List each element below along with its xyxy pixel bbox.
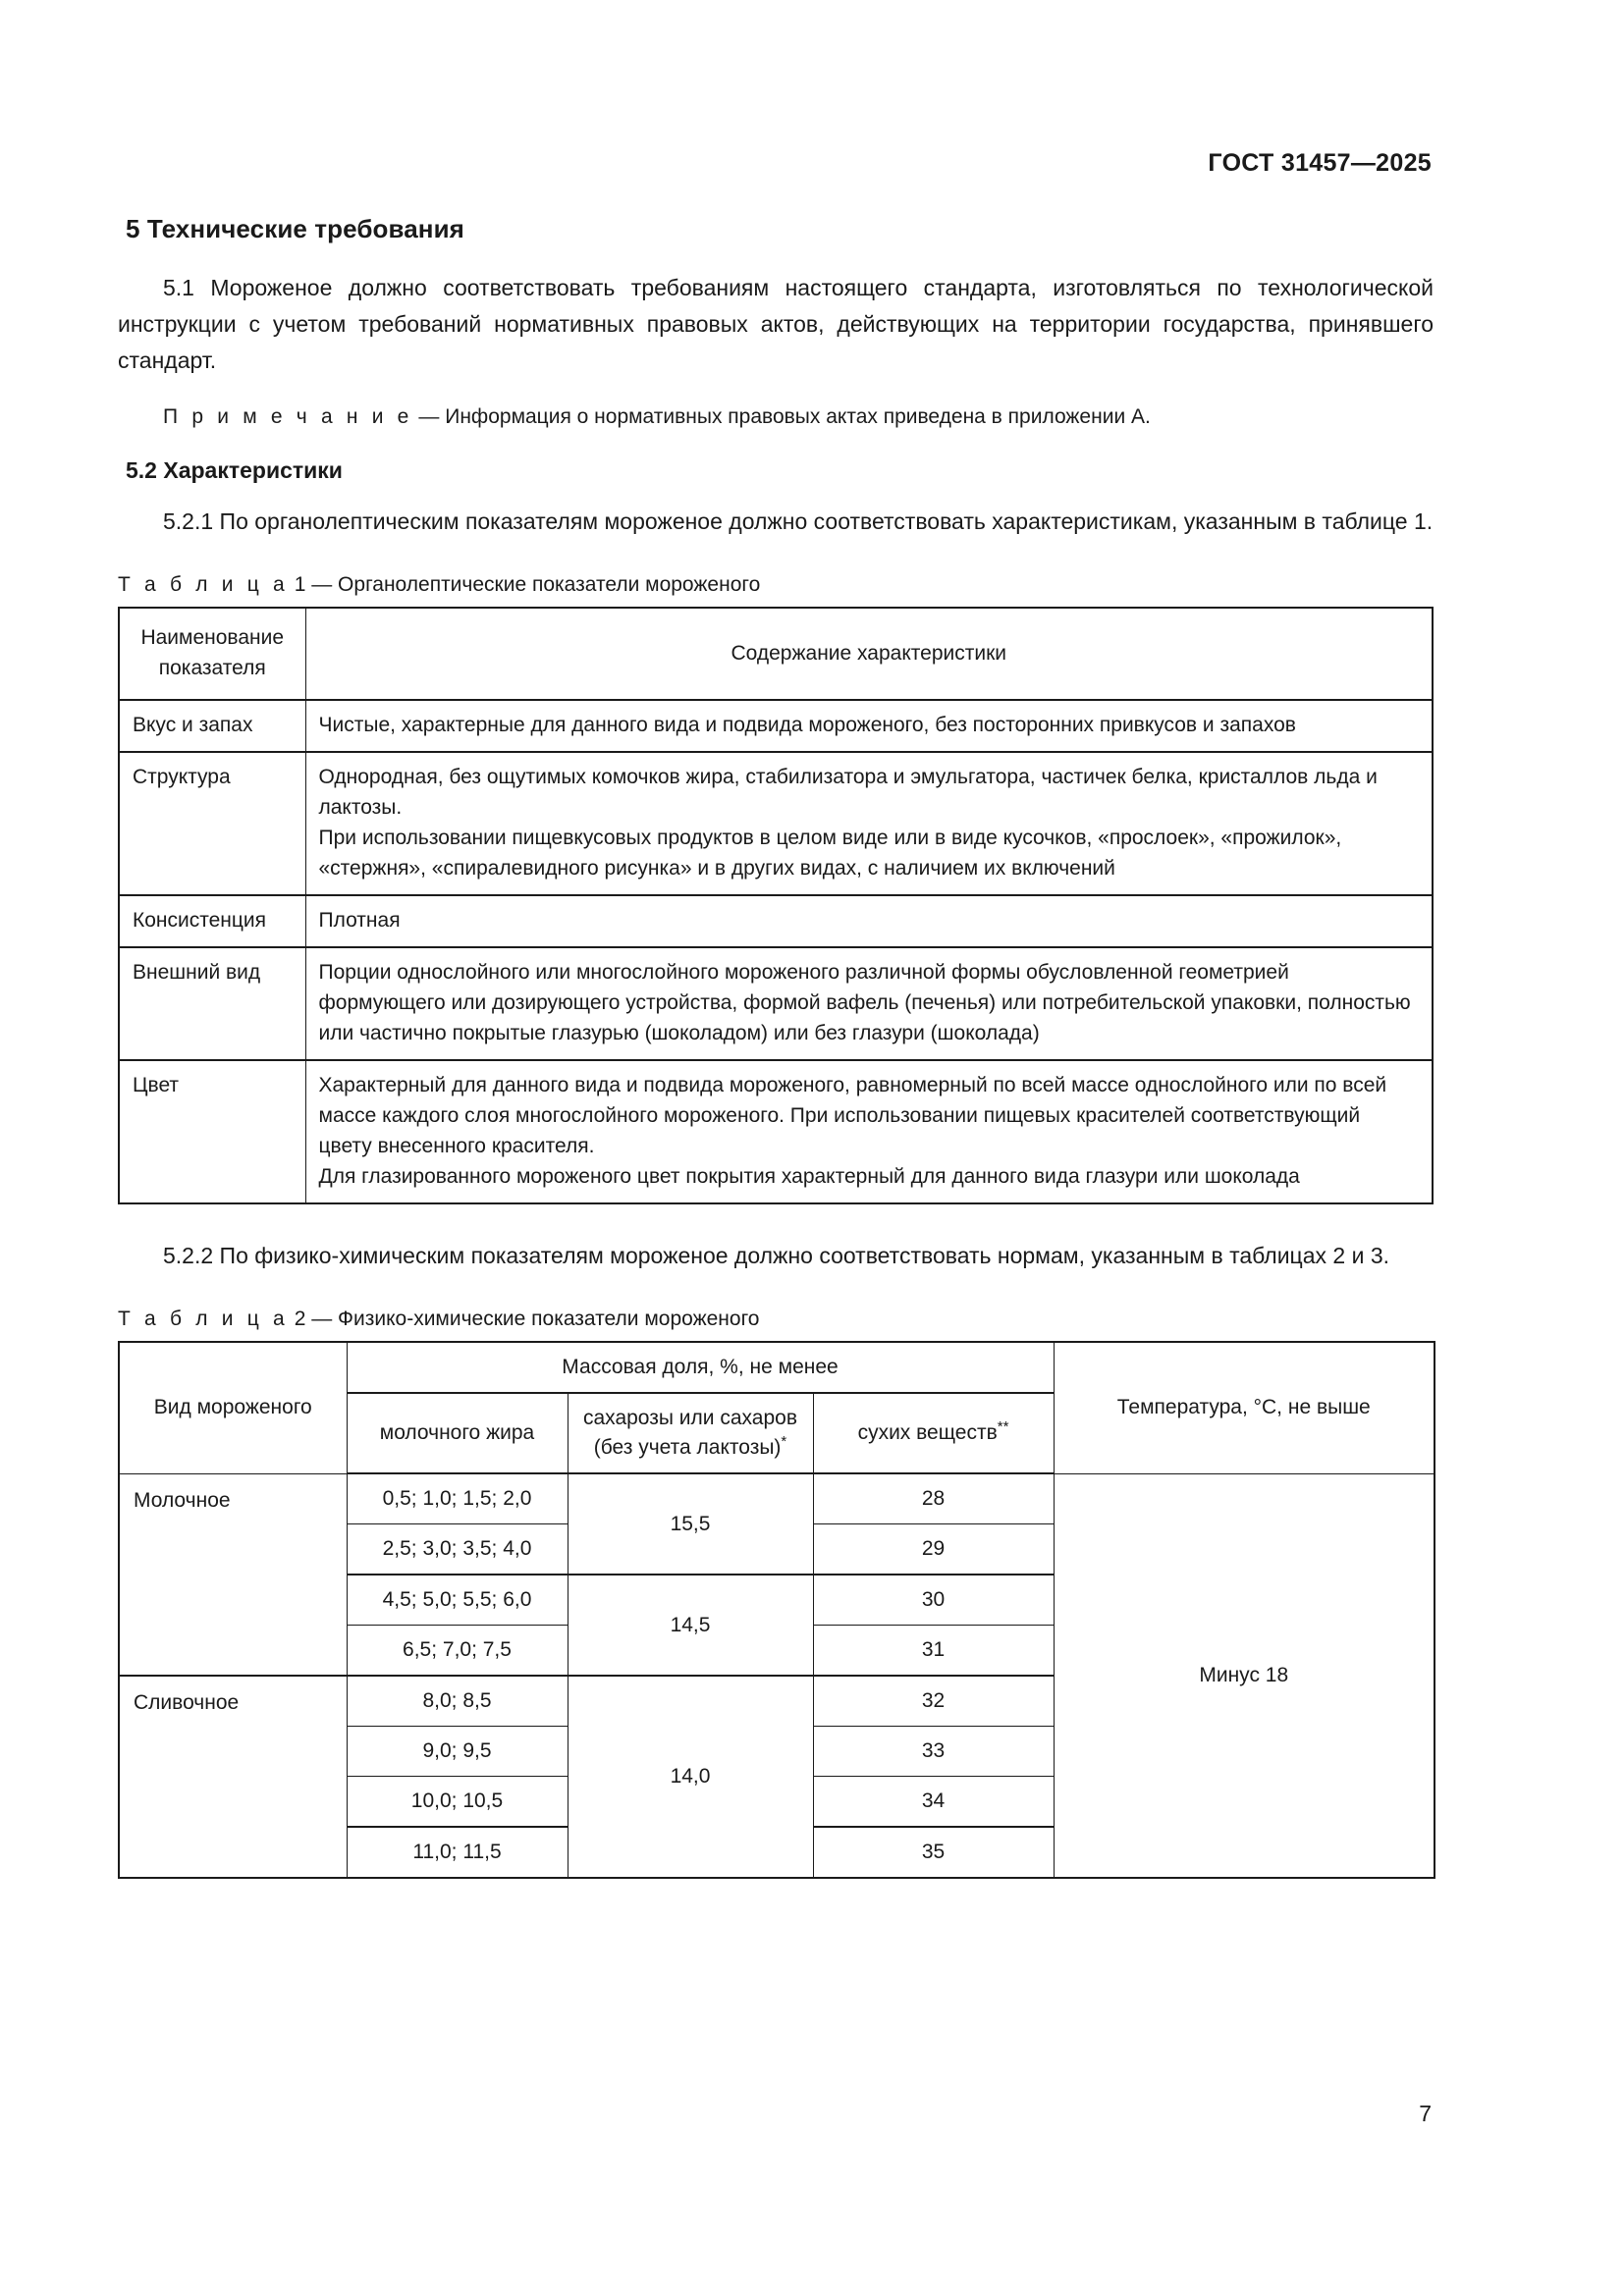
table-2-cell-sugar: 14,0 [568, 1676, 813, 1878]
table-2-cell-fat: 8,0; 8,5 [347, 1676, 568, 1727]
table-2-cell-dry: 32 [813, 1676, 1054, 1727]
table-1-row-value: Характерный для данного вида и подвида мороженого, равномерный по всей массе однослойного или по всей массе каждого слоя многослойного мороженого. При использовании пищевых красителей соответствующий цвету внесенного красителя. Для глазированного мороженого цвет покрытия характерный для данного вида глазури или шоколада [305, 1060, 1433, 1203]
table-row [119, 947, 1433, 1060]
table-2-cell-dry: 34 [813, 1777, 1054, 1828]
table-2-header-dry-substances [813, 1393, 1054, 1473]
table-2-header-mass-fraction-group: Массовая доля, %, не менее [347, 1342, 1054, 1393]
table-1-row-value: Порции однослойного или многослойного мороженого различной формы обусловленной геометрией формующего или дозирующего устройства, формой вафель (печенья) или потребительской упаковки, полностью или частично покрытые глазурью (шоколадом) или без глазури (шоколада) [305, 947, 1433, 1060]
table-row [119, 895, 1433, 947]
sugar-line-1: сахарозы или сахаров [583, 1407, 797, 1429]
table-2-cell-dry: 30 [813, 1575, 1054, 1626]
table-1-caption [118, 573, 1434, 597]
paragraph-5-1: 5.1 Мороженое должно соответствовать требованиям настоящего стандарта, изготовляться по технологической инструкции с учетом требований нормативных правовых актов, действующих на территории государства, принявшего стандарт. [118, 275, 1434, 373]
table-1-caption-number: 1 [294, 573, 306, 596]
note-paragraph [118, 400, 1434, 434]
header-line-2: показателя [158, 657, 266, 679]
table-1-row-name: Цвет [119, 1060, 305, 1203]
table-2-caption [118, 1308, 1434, 1331]
table-row [119, 1060, 1433, 1203]
table-2-caption-text: — Физико-химические показатели мороженого [311, 1308, 760, 1330]
note-text: — Информация о нормативных правовых актах приведена в приложении А. [418, 405, 1151, 428]
table-2-cell-fat: 0,5; 1,0; 1,5; 2,0 [347, 1473, 568, 1524]
footnote-marker-single: * [781, 1433, 787, 1450]
table-2-cell-fat: 9,0; 9,5 [347, 1727, 568, 1777]
table-2-cell-fat: 6,5; 7,0; 7,5 [347, 1626, 568, 1677]
table-2-cell-dry: 28 [813, 1473, 1054, 1524]
table-2-cell-dry: 33 [813, 1727, 1054, 1777]
table-1-row-value: Чистые, характерные для данного вида и подвида мороженого, без посторонних привкусов и запахов [305, 700, 1433, 752]
section-heading-5: 5 Технические требования [126, 214, 464, 243]
table-1-caption-label: Т а б л и ц а [118, 573, 289, 596]
table-1-row-name: Вкус и запах [119, 700, 305, 752]
table-2-header-type: Вид мороженого [119, 1342, 347, 1473]
subsection-heading-5-2: 5.2 Характеристики [126, 457, 343, 483]
table-2-cell-sugar: 14,5 [568, 1575, 813, 1676]
paragraph-5-2-2: 5.2.2 По физико-химическим показателям мороженое должно соответствовать нормам, указанным в таблицах 2 и 3. [163, 1243, 1389, 1268]
table-2-type-milk: Молочное [119, 1473, 347, 1676]
table-1-header-indicator-name [119, 608, 305, 700]
table-row [119, 700, 1433, 752]
table-2-cell-temperature: Минус 18 [1054, 1473, 1435, 1878]
table-2-cell-dry: 29 [813, 1524, 1054, 1575]
table-2-cell-fat: 2,5; 3,0; 3,5; 4,0 [347, 1524, 568, 1575]
sugar-line-2: (без учета лактозы) [593, 1436, 782, 1459]
table-2-type-cream: Сливочное [119, 1676, 347, 1878]
table-row [119, 1473, 1435, 1524]
table-2-physicochemical [118, 1341, 1435, 1879]
table-2-header-sugar [568, 1393, 813, 1473]
note-label: П р и м е ч а н и е [163, 405, 413, 428]
page-number: 7 [1419, 2101, 1432, 2126]
header-line-1: Наименование [140, 626, 285, 649]
document-header-standard-id: ГОСТ 31457—2025 [1208, 149, 1432, 177]
table-2-header-row-top [119, 1342, 1435, 1393]
table-2-caption-number: 2 [294, 1308, 306, 1330]
table-2-cell-sugar: 15,5 [568, 1473, 813, 1575]
table-2-cell-dry: 31 [813, 1626, 1054, 1677]
table-2-cell-dry: 35 [813, 1827, 1054, 1878]
table-1-caption-text: — Органолептические показатели мороженого [311, 573, 761, 596]
table-1-row-name: Консистенция [119, 895, 305, 947]
table-1-header-row [119, 608, 1433, 700]
table-1-header-characteristic-content: Содержание характеристики [305, 608, 1433, 700]
table-2-cell-fat: 4,5; 5,0; 5,5; 6,0 [347, 1575, 568, 1626]
table-2-cell-fat: 11,0; 11,5 [347, 1827, 568, 1878]
table-1-row-name: Внешний вид [119, 947, 305, 1060]
table-row [119, 752, 1433, 895]
table-2-header-milk-fat: молочного жира [347, 1393, 568, 1473]
footnote-marker-double: ** [997, 1418, 1009, 1435]
table-2-header-temperature: Температура, °С, не выше [1054, 1342, 1435, 1473]
table-2-caption-label: Т а б л и ц а [118, 1308, 289, 1330]
dry-label: сухих веществ [857, 1421, 998, 1444]
table-1-row-name: Структура [119, 752, 305, 895]
paragraph-5-2-1: 5.2.1 По органолептическим показателям мороженое должно соответствовать характеристикам, указанным в таблице 1. [163, 508, 1434, 534]
table-1-organoleptic [118, 607, 1434, 1204]
table-1-row-value: Плотная [305, 895, 1433, 947]
table-2-cell-fat: 10,0; 10,5 [347, 1777, 568, 1828]
table-1-row-value: Однородная, без ощутимых комочков жира, стабилизатора и эмульгатора, частичек белка, кристаллов льда и лактозы. При использовании пищевкусовых продуктов в целом виде или в виде кусочков, «прослоек», «прожилок», «стержня», «спиралевидного рисунка» и в других видах, с наличием их включений [305, 752, 1433, 895]
document-body [118, 214, 1434, 1879]
